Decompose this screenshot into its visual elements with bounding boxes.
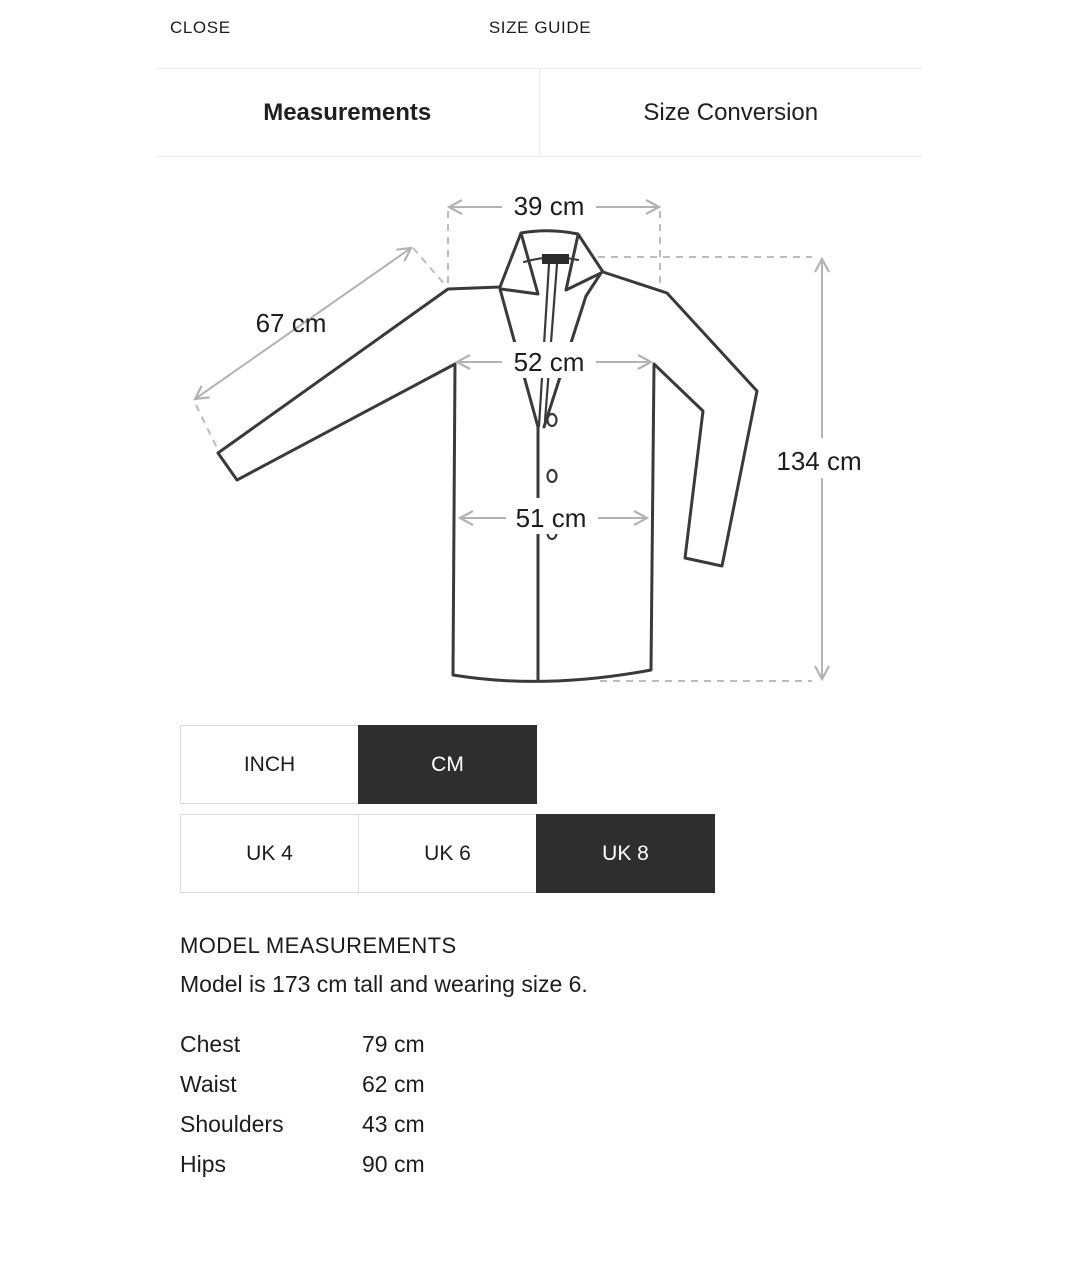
sleeve-measurement-label: 67 cm (255, 308, 327, 338)
row-value: 79 cm (362, 1030, 425, 1057)
size-toggle (180, 814, 715, 893)
unit-toggle (180, 725, 537, 804)
size-option-uk4[interactable]: UK 4 (180, 814, 359, 893)
row-label: Chest (180, 1030, 241, 1057)
row-value: 62 cm (362, 1070, 425, 1097)
model-measurements-heading: MODEL MEASUREMENTS (180, 933, 457, 958)
model-description: Model is 173 cm tall and wearing size 6. (180, 971, 588, 997)
tab-measurements[interactable]: Measurements (156, 69, 540, 156)
length-measurement-label: 134 cm (776, 446, 862, 476)
chest-measurement-label: 52 cm (513, 347, 585, 377)
model-measurements-table (180, 1024, 600, 1184)
garment-measurement-diagram (0, 170, 1080, 710)
table-row (180, 1104, 600, 1144)
shoulders-measurement-label: 39 cm (513, 191, 585, 221)
unit-option-inch[interactable]: INCH (180, 725, 359, 804)
row-label: Shoulders (180, 1110, 284, 1137)
row-label: Waist (180, 1070, 237, 1097)
collar-label (542, 254, 569, 264)
unit-option-cm[interactable]: CM (358, 725, 537, 804)
waist-measurement-label: 51 cm (515, 503, 587, 533)
page-title: SIZE GUIDE (488, 18, 592, 37)
table-row (180, 1144, 600, 1184)
coat-outline (218, 231, 757, 682)
row-value: 90 cm (362, 1150, 425, 1177)
table-row (180, 1024, 600, 1064)
table-row (180, 1064, 600, 1104)
close-button[interactable]: CLOSE (170, 18, 231, 37)
size-option-uk6[interactable]: UK 6 (358, 814, 537, 893)
row-label: Hips (180, 1150, 227, 1177)
size-option-uk8[interactable]: UK 8 (536, 814, 715, 893)
row-value: 43 cm (362, 1110, 425, 1137)
tab-size-conversion[interactable]: Size Conversion (540, 69, 923, 156)
tab-bar (156, 68, 922, 157)
